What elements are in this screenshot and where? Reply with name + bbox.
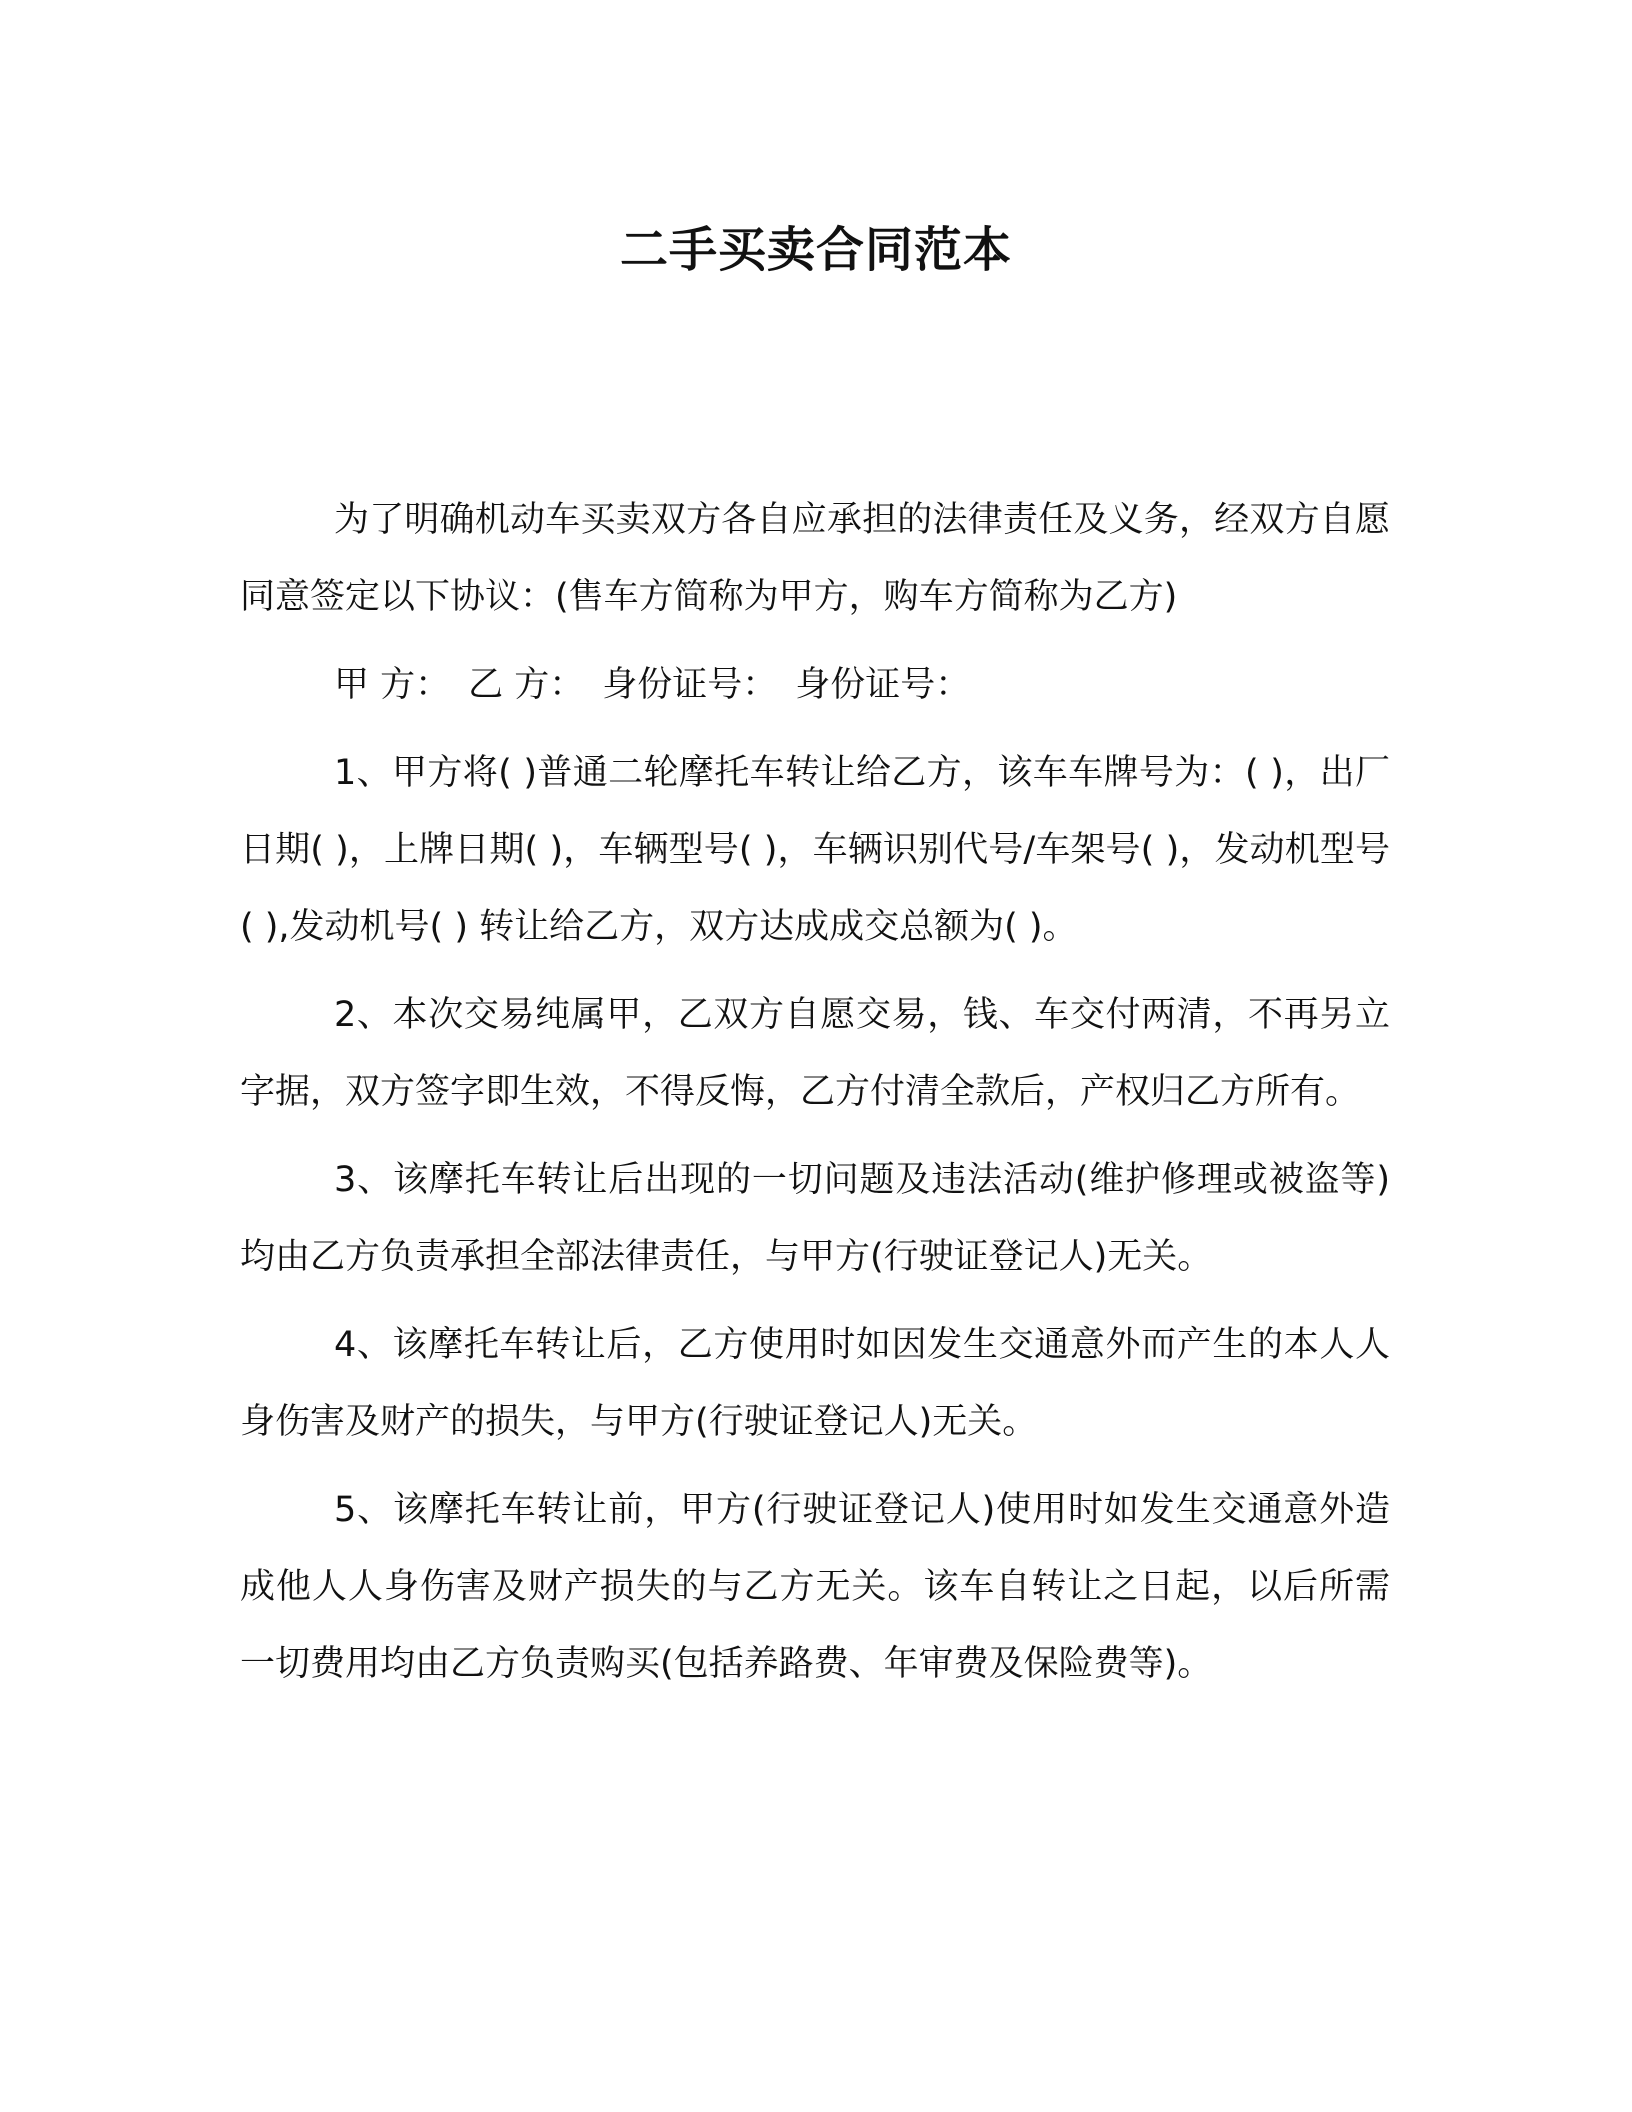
- clause-2: 2、本次交易纯属甲，乙双方自愿交易，钱、车交付两清，不再另立字据，双方签字即生效，不得反悔，乙方付清全款后，产权归乙方所有。: [240, 995, 1390, 1112]
- party-a-label: 甲 方：: [334, 665, 451, 705]
- intro-paragraph: 为了明确机动车买卖双方各自应承担的法律责任及义务，经双方自愿同意签定以下协议：(售车方简称为甲方，购车方简称为乙方): [240, 500, 1390, 617]
- clause-3: 3、该摩托车转让后出现的一切问题及违法活动(维护修理或被盗等)均由乙方负责承担全部法律责任，与甲方(行驶证登记人)无关。: [240, 1160, 1390, 1277]
- party-b-label: 乙 方：: [468, 665, 585, 705]
- clause-5: 5、该摩托车转让前，甲方(行驶证登记人)使用时如发生交通意外造成他人人身伤害及财产损失的与乙方无关。该车自转让之日起，以后所需一切费用均由乙方负责购买(包括养路费、年审费及保险费等)。: [240, 1490, 1390, 1684]
- clause-4: 4、该摩托车转让后，乙方使用时如因发生交通意外而产生的本人人身伤害及财产的损失，与甲方(行驶证登记人)无关。: [240, 1325, 1390, 1442]
- parties-line: [240, 647, 1390, 724]
- page-title: 二手买卖合同范本: [619, 222, 1012, 278]
- id-a-label: 身份证号：: [602, 665, 778, 705]
- contract-body: [240, 482, 1390, 1714]
- id-b-label: 身份证号：: [795, 665, 971, 705]
- clause-1: 1、甲方将( )普通二轮摩托车转让给乙方，该车车牌号为：( )，出厂日期( )，上牌日期( )，车辆型号( )，车辆识别代号/车架号( )，发动机型号( ),发动机号( ) 转让给乙方，双方达成成交总额为( )。: [240, 753, 1391, 947]
